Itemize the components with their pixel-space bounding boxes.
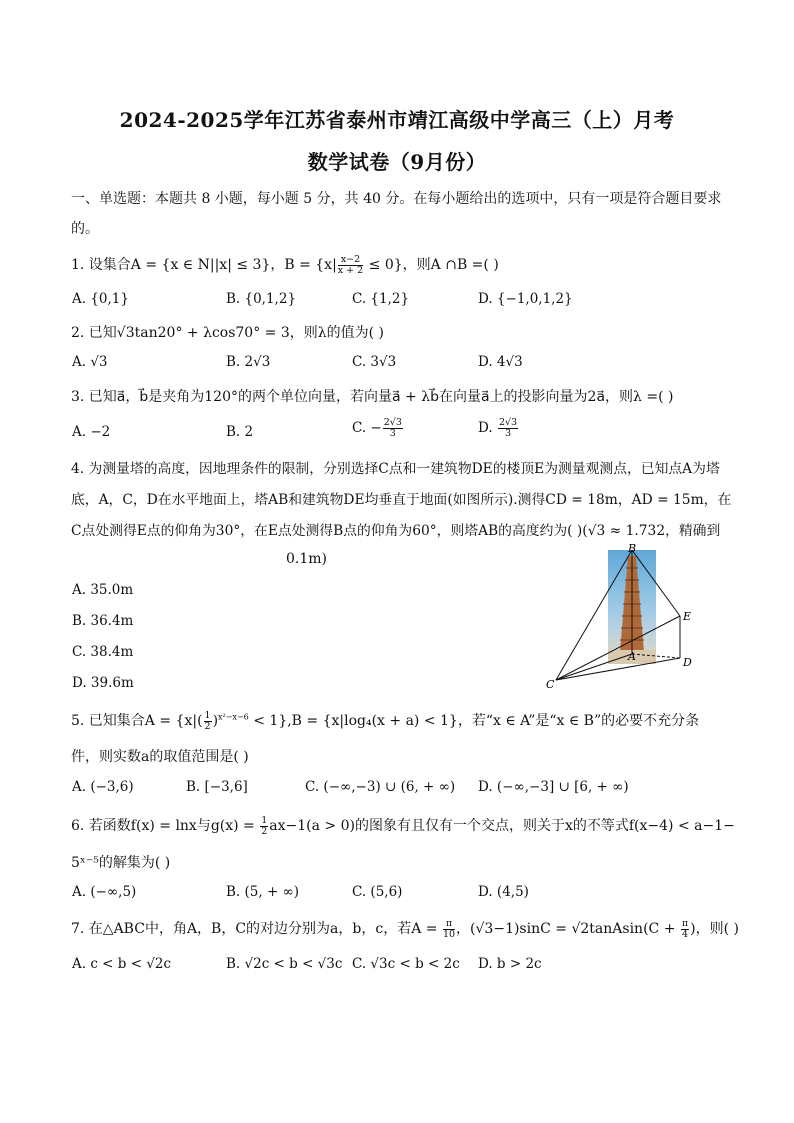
q1-stem-b: ≤ 0}，则A ∩B =( ) [364, 257, 499, 273]
q7-fraction-a [443, 919, 455, 940]
q5-stem-b: < 1},B = {x|log₄(x + a) < 1}，若“x ∈ A”是“x ∈ B”的必要不充分条 [248, 713, 700, 729]
q7-frac2-den: 4 [681, 928, 689, 940]
q1-frac-num: x−2 [338, 255, 363, 266]
q4-option-d: D. 39.6m [72, 675, 134, 691]
q5-option-d: D. (−∞,−3] ∪ [6, + ∞) [478, 779, 629, 795]
q6-option-b: B. (5, + ∞) [226, 884, 300, 900]
q7-option-b: B. √2c < b < √3c [226, 956, 343, 972]
q4-stem-line1: 4. 为测量塔的高度，因地理条件的限制，分别选择C点和一建筑物DE的楼顶E为测量观测点，已知点A为塔 [71, 461, 720, 477]
q6-stem [71, 815, 735, 837]
label-c: C [546, 678, 555, 691]
section1-instructions: 一、单选题：本题共 8 小题，每小题 5 分，共 40 分。在每小题给出的选项中，只有一项是符合题目要求 [71, 191, 722, 207]
q2-option-c: C. 3√3 [352, 354, 397, 370]
q3-option-b: B. 2 [226, 424, 254, 440]
q5-exponent: x²−x−6 [218, 712, 249, 722]
q7-stem-c: )，则( ) [690, 921, 739, 937]
q6-frac-den: 2 [261, 825, 268, 837]
q2-stem: 2. 已知√3tan20° + λcos70° = 3，则λ的值为( ) [71, 325, 384, 341]
q6-option-d: D. (4,5) [478, 884, 529, 900]
q7-fraction-b [681, 919, 689, 940]
q1-stem-a: 1. 设集合A = {x ∈ N||x| ≤ 3}，B = {x| [71, 257, 337, 273]
q6-option-c: C. (5,6) [352, 884, 403, 900]
q3-option-d-label: D. [478, 420, 497, 436]
q1-option-a: A. {0,1} [72, 291, 129, 307]
q7-frac2-num: π [681, 917, 689, 929]
q6-stem-line2: 5ˣ⁻⁵的解集为( ) [71, 855, 171, 871]
q3-option-c [352, 418, 404, 439]
q5-option-c: C. (−∞,−3) ∪ (6, + ∞) [305, 779, 456, 795]
q1-option-b: B. {0,1,2} [226, 291, 297, 307]
q3-d-frac-num: 2√3 [498, 417, 518, 428]
q5-option-b: B. [−3,6] [186, 779, 248, 795]
q5-stem-line2: 件，则实数a的取值范围是( ) [71, 749, 249, 765]
q5-stem-a: 5. 已知集合A = {x|( [71, 713, 203, 729]
q6-fraction [260, 816, 268, 837]
q1-option-c: C. {1,2} [352, 291, 410, 307]
q4-stem-line4: 0.1m) [286, 551, 328, 567]
q2-option-d: D. 4√3 [478, 354, 523, 370]
q6-stem-b: ax−1(a > 0)的图象有且仅有一个交点，则关于x的不等式f(x−4) < a−1− [269, 818, 735, 834]
q6-stem-a: 6. 若函数f(x) = lnx与g(x) = [71, 818, 260, 834]
q4-stem-line3: C点处测得E点的仰角为30°，在E点处测得B点的仰角为60°，则塔AB的高度约为( )(√3 ≈ 1.732，精确到 [71, 523, 721, 539]
q3-option-a: A. −2 [72, 424, 111, 440]
label-e: E [683, 610, 692, 623]
q1-fraction [338, 255, 363, 276]
q1-frac-den: x + 2 [337, 264, 364, 276]
q4-stem-line2: 底，A，C，D在水平地面上，塔AB和建筑物DE均垂直于地面(如图所示).测得CD = 18m，AD = 15m，在 [71, 492, 732, 508]
q7-option-c: C. √3c < b < 2c [352, 956, 460, 972]
q5-stem: 5. 已知集合A = {x|( $\frac{1}{2}$ )$^{x^2-x-6}$ < 1},B = {x|log₄(x + a) < 1}，若“x ∈ A”是“x ∈ B”的必要不充分条 [71, 709, 700, 732]
section1-instructions-cont: 的。 [71, 221, 99, 237]
q5-option-a: A. (−3,6) [72, 779, 134, 795]
q6-frac-num: 1 [261, 814, 268, 826]
q7-stem [71, 918, 739, 940]
q2-option-b: B. 2√3 [226, 354, 271, 370]
q3-option-c-label: C. − [352, 420, 382, 436]
q5-frac-den: 2 [204, 720, 211, 732]
q7-frac-den: 10 [442, 928, 456, 940]
q7-option-d: D. b > 2c [478, 956, 542, 972]
q5-fraction [204, 711, 212, 732]
q7-option-a: A. c < b < √2c [72, 956, 172, 972]
q7-frac-num: π [443, 919, 455, 930]
q6-option-a: A. (−∞,5) [72, 884, 137, 900]
q4-option-a: A. 35.0m [72, 582, 134, 598]
q3-c-frac-den: 3 [389, 428, 396, 439]
q2-option-a: A. √3 [72, 354, 108, 370]
q3-stem: 3. 已知a⃗，b⃗是夹角为120°的两个单位向量，若向量a⃗ + λb⃗在向量a⃗上的投影向量为2a⃗，则λ =( ) [71, 389, 674, 405]
q5-frac-num: 1 [204, 709, 211, 721]
q4-option-c: C. 38.4m [72, 644, 134, 660]
label-d: D [683, 656, 692, 669]
q7-stem-a: 7. 在△ABC中，角A，B，C的对边分别为a，b，c，若A = [71, 921, 442, 937]
tower-figure [540, 542, 700, 692]
q7-stem-b: ，(√3−1)sinC = √2tanAsin(C + [456, 921, 680, 937]
q1-option-d: D. {−1,0,1,2} [478, 291, 573, 307]
exam-title-line2: 数学试卷（9月份） [307, 150, 487, 174]
label-a: A [628, 650, 636, 663]
label-b: B [628, 542, 637, 555]
exam-title-line1: 2024-2025学年江苏省泰州市靖江高级中学高三（上）月考 [119, 108, 675, 132]
q3-option-d-fraction [498, 418, 518, 439]
q4-option-b: B. 36.4m [72, 613, 134, 629]
q3-d-frac-den: 3 [504, 428, 512, 439]
q3-c-frac-num: 2√3 [383, 417, 402, 428]
q1-stem [71, 254, 499, 276]
q3-option-c-fraction [383, 418, 403, 439]
q3-option-d [478, 418, 519, 439]
